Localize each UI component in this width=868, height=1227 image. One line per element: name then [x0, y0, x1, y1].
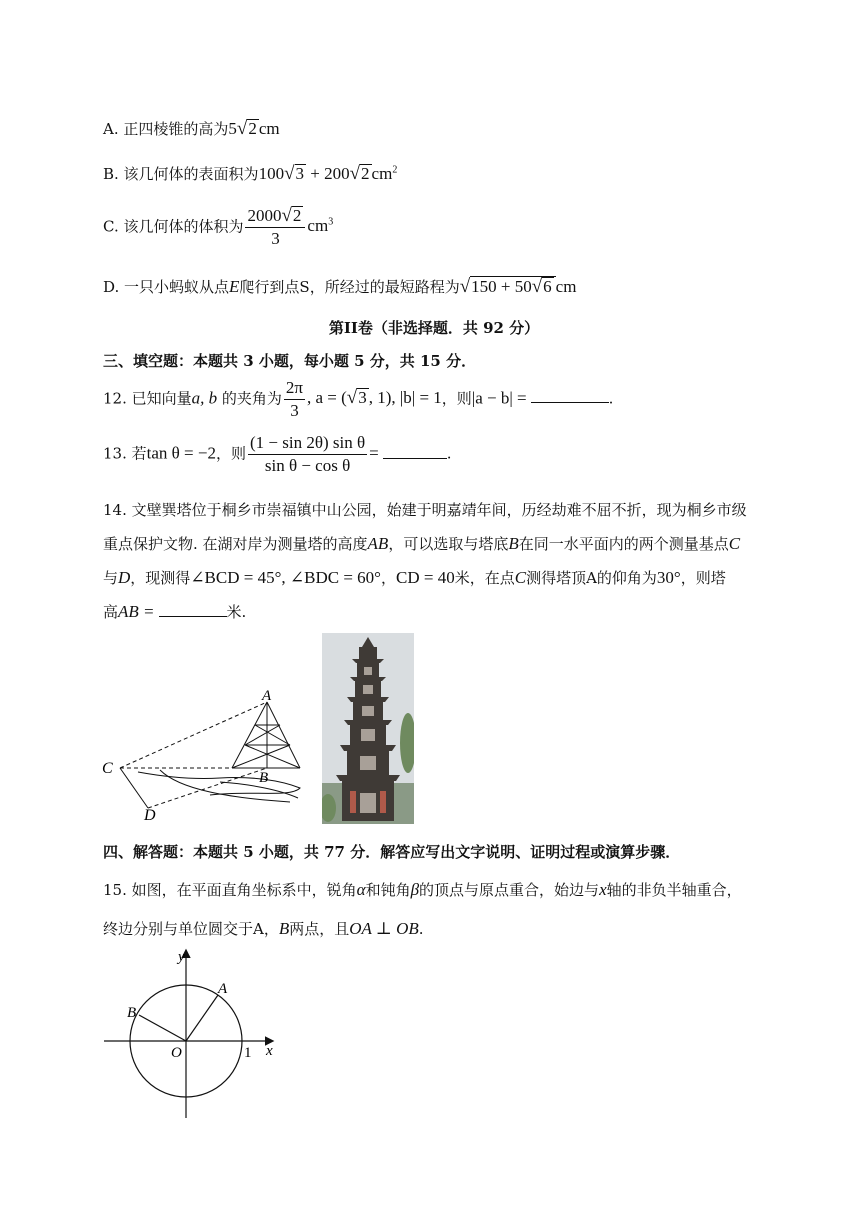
point-e: E: [229, 277, 240, 296]
question-14-line-2: 重点保护文物. 在湖对岸为测量塔的高度AB，可以选取与塔底B在同一水平面内的两个测量基点C: [103, 534, 741, 553]
q12-end: .: [608, 389, 614, 408]
unit-circle-diagram: [100, 945, 290, 1125]
ray-ob: [139, 1015, 186, 1041]
option-b: [103, 163, 397, 185]
diagram15-label-b: B: [127, 1005, 137, 1021]
option-a: [103, 118, 280, 140]
section-2-title: 第II卷（非选择题．共 92 分）: [328, 319, 540, 337]
option-b-value: 100√3 + 200√2 $cm^2$: [258, 163, 398, 184]
option-d-value: √150 + 50√6 cm: [459, 276, 577, 297]
q13-prefix: 13. 若: [103, 444, 147, 463]
option-a-label: A. 正四棱锥的高为: [103, 120, 229, 138]
q12-mid: 的夹角为: [217, 389, 282, 408]
section-4-heading: 四、解答题：本题共 5 小题，共 77 分．解答应写出文字说明、证明过程或演算步骤．: [103, 843, 681, 861]
q13-end: .: [446, 444, 452, 463]
q13-then: ，则: [215, 444, 246, 463]
option-d-mid: 爬行到点S，所经过的最短路程为: [239, 278, 460, 296]
diagram15-label-a: A: [218, 981, 228, 997]
question-14-line-4: 高AB = 米.: [103, 602, 247, 621]
diagram14-label-d: D: [144, 807, 156, 824]
option-b-label: B. 该几何体的表面积为: [103, 165, 259, 183]
diagram15-label-y: y: [178, 949, 185, 965]
tower-diagram: [100, 680, 315, 825]
option-c: [103, 205, 333, 250]
ray-oa: [186, 995, 218, 1041]
question-13: [103, 432, 451, 477]
q12-angle: $\frac{2\pi}{3}$ , a = (√3 , 1), |b| = 1: [285, 378, 442, 420]
q13-condition: tan θ = −2: [146, 443, 216, 463]
option-d-label: D. 一只小蚂蚁从点: [103, 278, 230, 296]
q12-then: ，则: [441, 389, 472, 408]
question-15-line-1: 15. 如图，在平面直角坐标系中，锐角α和钝角β的顶点与原点重合，始边与x轴的非负半轴重合，: [103, 880, 742, 899]
diagram15-label-o: O: [171, 1045, 182, 1061]
question-14-line-3: 与D，现测得∠BCD = 45°, ∠BDC = 60°，CD = 40米，在点C测得塔顶A的仰角为30°，则塔: [103, 568, 726, 587]
q12-prefix: 12. 已知向量: [103, 389, 192, 408]
question-12: [103, 377, 613, 422]
diagram14-label-a: A: [262, 688, 272, 704]
q13-answer-blank: [383, 444, 447, 459]
tower-photo: [322, 633, 414, 824]
option-d: [103, 276, 576, 298]
diagram15-label-x: x: [266, 1043, 273, 1059]
option-c-label: C. 该几何体的体积为: [103, 217, 244, 236]
diagram15-label-1: 1: [244, 1045, 252, 1061]
question-14-line-1: 14. 文壁巽塔位于桐乡市崇福镇中山公园，始建于明嘉靖年间，历经劫难不屈不折，现为桐乡市级: [103, 501, 747, 519]
q13-fraction: $\frac{\text{(1 − sin 2θ) sin θ}}{\text{sin θ − cos θ}}$: [249, 433, 366, 475]
section-3-heading: 三、填空题：本题共 3 小题，每小题 5 分，共 15 分．: [103, 352, 477, 370]
q13-eq: =: [369, 443, 379, 463]
option-a-value: 5√2 cm: [228, 118, 280, 139]
q14-answer-blank: [159, 602, 227, 617]
q12-answer-blank: [531, 388, 609, 403]
q12-vectors: a, b: [191, 388, 218, 408]
diagram14-label-b: B: [259, 770, 269, 786]
question-15-line-2: 终边分别与单位圆交于A，B两点，且OA ⊥ OB.: [103, 919, 424, 938]
diagram14-label-c: C: [102, 760, 113, 777]
q12-abs: |a − b| =: [471, 388, 527, 408]
option-c-value: $\frac{2000√2}{3}$ $cm^3$: [247, 205, 334, 248]
